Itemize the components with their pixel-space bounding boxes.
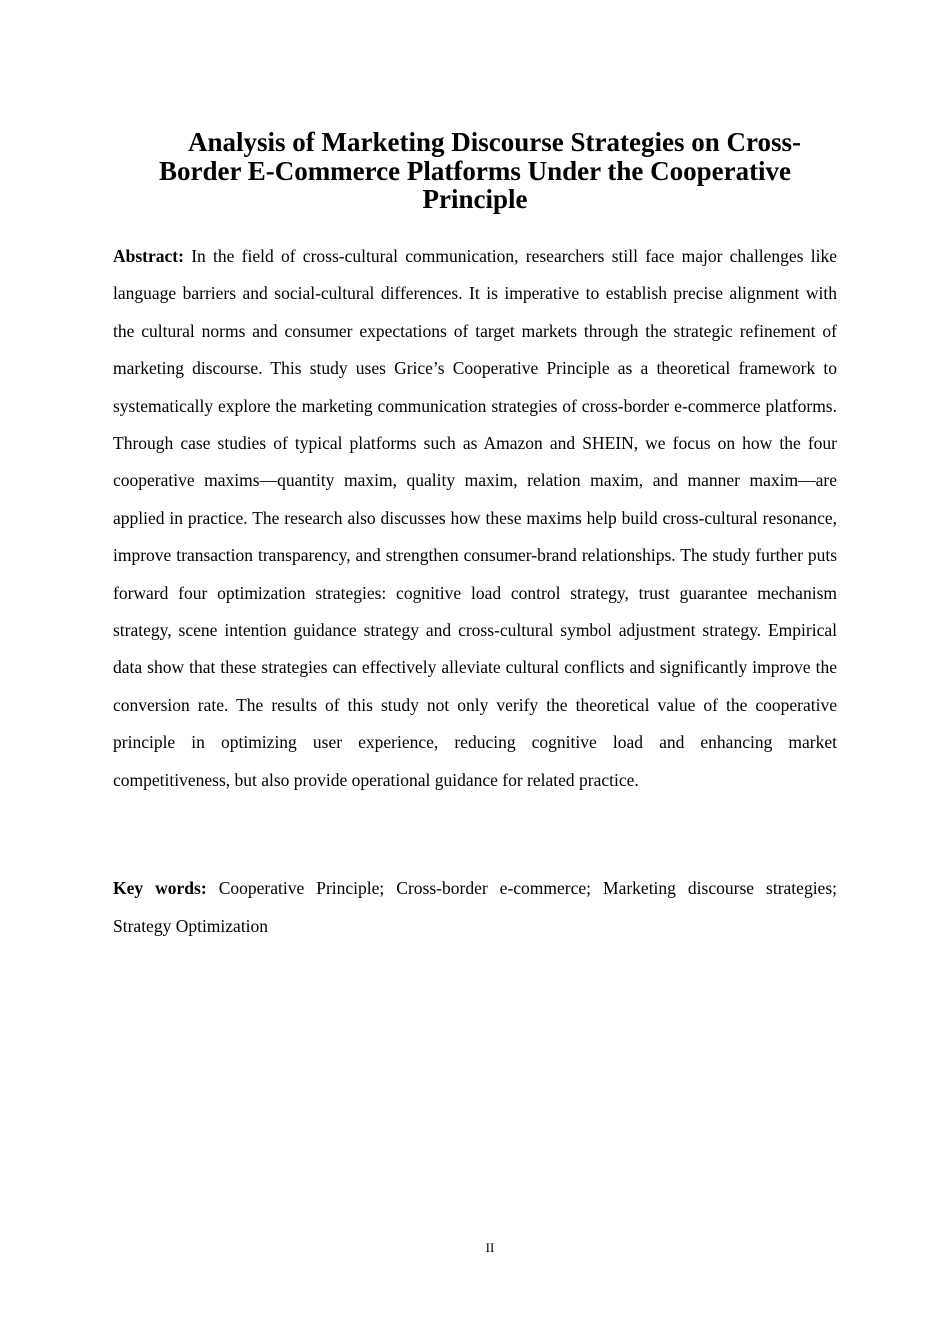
document-title: Analysis of Marketing Discourse Strategies on Cross-Border E-Commerce Platforms Under the Cooperative Principle [158,127,801,214]
abstract-paragraph [113,238,837,799]
keywords-label: Key words: [113,878,207,898]
keywords-paragraph [113,870,837,945]
keywords-text: Cooperative Principle; Cross-border e-commerce; Marketing discourse strategies; Strategy Optimization [113,878,837,936]
abstract-label: Abstract: [113,246,184,266]
abstract-text: In the field of cross-cultural communication, researchers still face major challenges like language barriers and social-cultural differences. It is imperative to establish precise alignment with the cultural norms and consumer expectations of target markets through the strategic refinement of marketing discourse. This study uses Grice’s Cooperative Principle as a theoretical framework to systematically explore the marketing communication strategies of cross-border e-commerce platforms. Through case studies of typical platforms such as Amazon and SHEIN, we focus on how the four cooperative maxims—quantity maxim, quality maxim, relation maxim, and manner maxim—are applied in practice. The research also discusses how these maxims help build cross-cultural resonance, improve transaction transparency, and strengthen consumer-brand relationships. The study further puts forward four optimization strategies: cognitive load control strategy, trust guarantee mechanism strategy, scene intention guidance strategy and cross-cultural symbol adjustment strategy. Empirical data show that these strategies can effectively alleviate cultural conflicts and significantly improve the conversion rate. The results of this study not only verify the theoretical value of the cooperative principle in optimizing user experience, reducing cognitive load and enhancing market competitiveness, but also provide operational guidance for related practice. [113,246,837,790]
page-number: II [485,1240,495,1255]
